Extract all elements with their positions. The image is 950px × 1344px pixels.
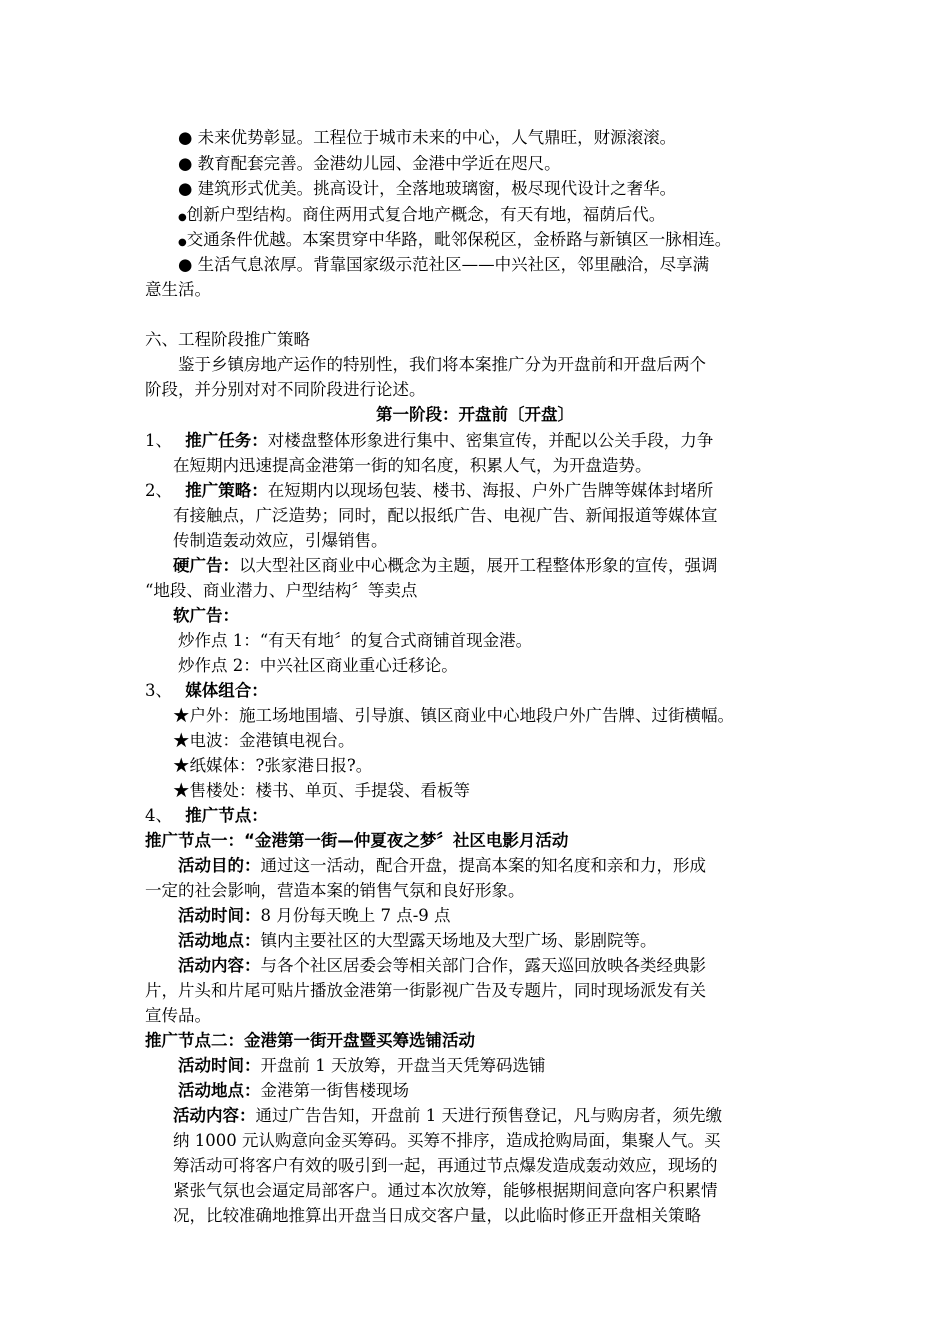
field-text: 开盘前 1 天放筹，开盘当天凭筹码选铺	[260, 1056, 546, 1075]
media-item: ★纸媒体：?张家港日报?。	[173, 756, 373, 775]
field-label: 活动地点：	[178, 931, 261, 950]
advantage-text: 创新户型结构。商住两用式复合地产概念，有天有地，福荫后代。	[186, 205, 666, 224]
advantage-text: 交通条件优越。本案贯穿中华路，毗邻保税区，金桥路与新镇区一脉相连。	[186, 230, 732, 249]
media-item: ★户外：施工场地围墙、引导旗、镇区商业中心地段户外广告牌、过街横幅。	[173, 706, 734, 725]
field-text-line: 紧张气氛也会逼定局部客户。通过本次放筹，能够根据期间意向客户积累情	[173, 1181, 718, 1200]
node-field-line	[178, 903, 451, 928]
field-label: 活动内容：	[173, 1106, 256, 1125]
node-field-line	[178, 928, 657, 953]
field-label: 活动地点：	[178, 1081, 261, 1100]
node-field-line	[173, 1103, 722, 1128]
bullet-icon: ●	[178, 128, 193, 147]
advantage-item	[178, 202, 665, 230]
node-title: 推广节点一：“金港第一街—仲夏夜之梦〞社区电影月活动	[145, 831, 569, 850]
field-text-line: 宣传品。	[145, 1006, 211, 1025]
item-number: 4、	[145, 806, 172, 825]
field-text: 金港第一街售楼现场	[260, 1081, 409, 1100]
intro-paragraph-line: 阶段，并分别对对不同阶段进行论述。	[145, 380, 426, 399]
field-text: 镇内主要社区的大型露天场地及大型广场、影剧院等。	[260, 931, 657, 950]
hard-ad-text-line: “地段、商业潜力、户型结构〞等卖点	[145, 581, 418, 600]
bullet-icon: ●	[178, 179, 193, 198]
field-text: 与各个社区居委会等相关部门合作，露天巡回放映各类经典影	[260, 956, 706, 975]
hard-ad-text: 以大型社区商业中心概念为主题，展开工程整体形象的宣传，强调	[239, 556, 718, 575]
item-label: 推广任务：	[185, 431, 268, 450]
item-number: 2、	[145, 481, 172, 500]
advantage-text: 教育配套完善。金港幼儿园、金港中学近在咫尺。	[192, 154, 561, 173]
soft-ad-point: 炒作点 1：“有天有地〞的复合式商铺首现金港。	[178, 631, 533, 650]
bullet-icon: ●	[178, 212, 187, 223]
advantage-item	[178, 252, 709, 277]
item-number: 3、	[145, 681, 172, 700]
section-heading: 六、工程阶段推广策略	[145, 330, 310, 349]
item-line	[145, 478, 713, 503]
media-item: ★售楼处：楼书、单页、手提袋、看板等	[173, 781, 470, 800]
node-field-line	[178, 953, 706, 978]
field-text-line: 一定的社会影响，营造本案的销售气氛和良好形象。	[145, 881, 525, 900]
phase-title: 第一阶段：开盘前〔开盘〕	[376, 405, 574, 424]
media-item: ★电波：金港镇电视台。	[173, 731, 355, 750]
hard-ad-label: 硬广告：	[173, 556, 239, 575]
item-label: 推广策略：	[185, 481, 268, 500]
bullet-icon: ●	[178, 237, 187, 248]
intro-paragraph-line: 鉴于乡镇房地产运作的特别性，我们将本案推广分为开盘前和开盘后两个	[178, 355, 706, 374]
bullet-icon: ●	[178, 255, 193, 274]
item-text-line: 传制造轰动效应，引爆销售。	[173, 531, 388, 550]
item-label: 推广节点：	[185, 806, 268, 825]
field-label: 活动内容：	[178, 956, 261, 975]
field-text-line: 纳 1000 元认购意向金买筹码。买筹不排序，造成抢购局面，集聚人气。买	[173, 1131, 721, 1150]
field-label: 活动时间：	[178, 1056, 261, 1075]
item-text-line: 有接触点，广泛造势；同时，配以报纸广告、电视广告、新闻报道等媒体宣	[173, 506, 718, 525]
item-line	[145, 678, 268, 703]
field-label: 活动时间：	[178, 906, 261, 925]
field-text-line: 片，片头和片尾可贴片播放金港第一街影视广告及专题片，同时现场派发有关	[145, 981, 706, 1000]
advantage-item	[178, 125, 676, 150]
node-field-line	[178, 853, 706, 878]
field-label: 活动目的：	[178, 856, 261, 875]
field-text: 通过这一活动，配合开盘，提高本案的知名度和亲和力，形成	[260, 856, 706, 875]
item-line	[145, 428, 713, 453]
advantage-tail: 意生活。	[145, 280, 211, 299]
field-text: 8 月份每天晚上 7 点-9 点	[260, 906, 451, 925]
field-text-line: 筹活动可将客户有效的吸引到一起，再通过节点爆发造成轰动效应，现场的	[173, 1156, 718, 1175]
soft-ad-point: 炒作点 2：中兴社区商业重心迁移论。	[178, 656, 458, 675]
soft-ad-label: 软广告：	[173, 606, 239, 625]
advantage-item	[178, 176, 676, 201]
item-line	[145, 803, 268, 828]
node-title: 推广节点二：金港第一街开盘暨买筹选铺活动	[145, 1031, 475, 1050]
advantage-item	[178, 151, 561, 176]
advantage-text: 生活气息浓厚。背靠国家级示范社区——中兴社区，邻里融洽，尽享满	[192, 255, 710, 274]
item-label: 媒体组合：	[185, 681, 268, 700]
field-text: 通过广告告知，开盘前 1 天进行预售登记，凡与购房者，须先缴	[255, 1106, 722, 1125]
advantage-item	[178, 227, 731, 255]
node-field-line	[178, 1053, 546, 1078]
item-text: 对楼盘整体形象进行集中、密集宣传，并配以公关手段，力争	[267, 431, 714, 450]
advantage-text: 建筑形式优美。挑高设计，全落地玻璃窗，极尽现代设计之奢华。	[192, 179, 677, 198]
item-number: 1、	[145, 431, 172, 450]
hard-ad-line	[173, 553, 718, 578]
item-text-line: 在短期内迅速提高金港第一街的知名度，积累人气，为开盘造势。	[173, 456, 652, 475]
field-text-line: 况，比较准确地推算出开盘当日成交客户量，以此临时修正开盘相关策略	[173, 1206, 701, 1225]
node-field-line	[178, 1078, 409, 1103]
advantage-text: 未来优势彰显。工程位于城市未来的中心，人气鼎旺，财源滚滚。	[192, 128, 677, 147]
item-text: 在短期内以现场包装、楼书、海报、户外广告牌等媒体封堵所	[267, 481, 714, 500]
bullet-icon: ●	[178, 154, 193, 173]
